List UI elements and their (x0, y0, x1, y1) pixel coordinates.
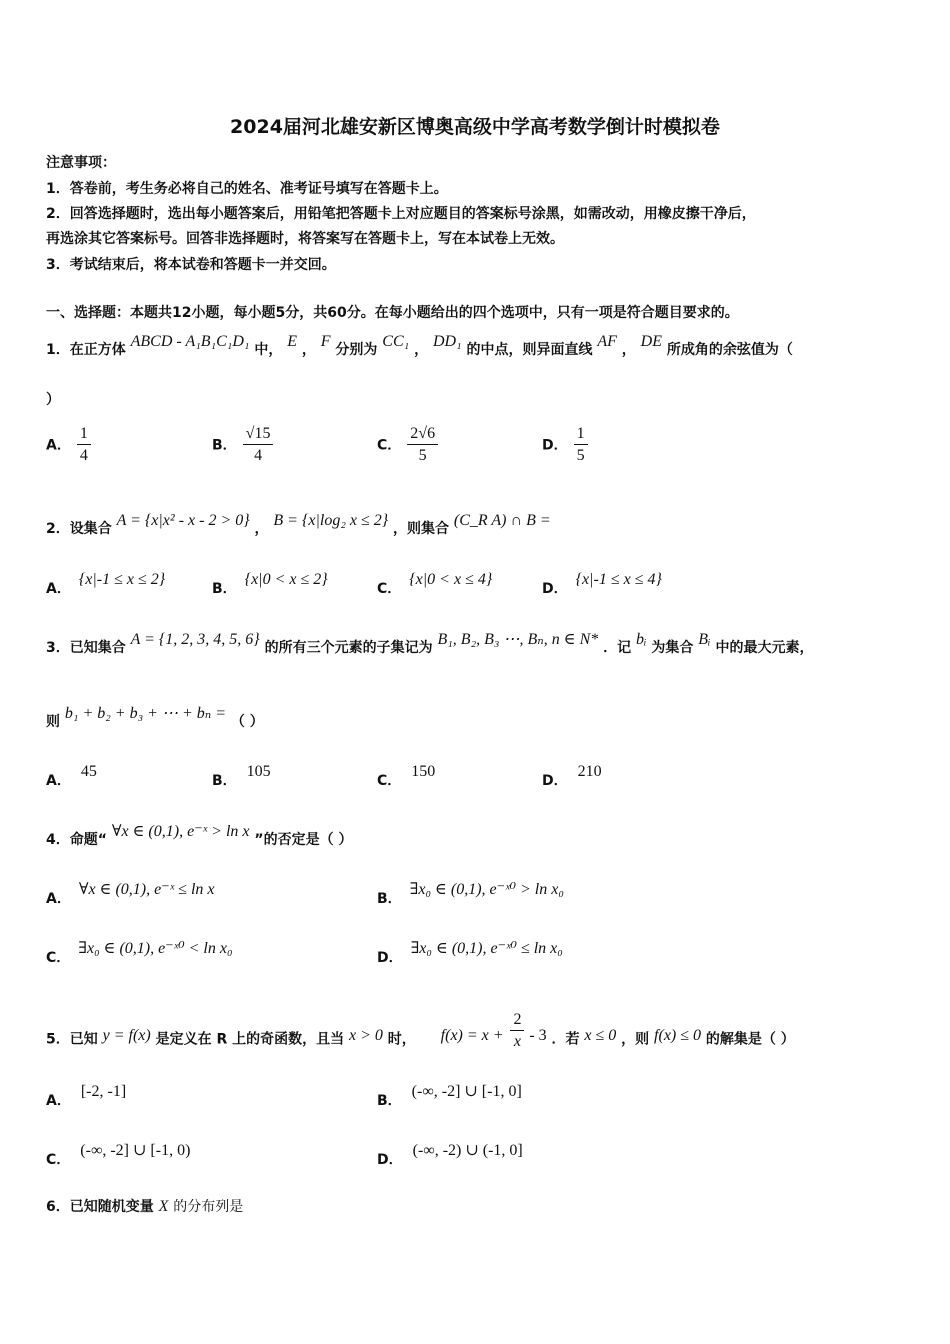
q2-option-a[interactable] (46, 571, 166, 598)
q5-text-2: 上的奇函数，且当 (232, 1031, 345, 1048)
option-value: ∃x₀ ∈ (0,1), e⁻ˣ⁰ > ln x₀ (409, 881, 564, 898)
q4-option-d[interactable] (377, 940, 563, 967)
option-label: B． (377, 891, 402, 907)
option-label: D． (542, 773, 568, 789)
option-label: C． (377, 581, 402, 597)
denominator: 4 (79, 447, 88, 464)
question-4 (46, 823, 353, 849)
option-label: B． (212, 773, 237, 789)
option-label: B． (212, 437, 237, 454)
option-value: ∀x ∈ (0,1), e⁻ˣ ≤ ln x (78, 881, 215, 898)
q2-expr: (C_R A) ∩ B = (453, 512, 551, 529)
q3-text-2: ．记 (603, 640, 632, 656)
q4-proposition: ∀x ∈ (0,1), e⁻ˣ > ln x (111, 823, 250, 840)
q2-set-a: A = {x|x² - x - 2 > 0} (116, 512, 250, 529)
q5-function: y = f(x) (102, 1026, 151, 1044)
option-value: {x|0 < x ≤ 2} (244, 571, 328, 588)
option-value: {x|-1 ≤ x ≤ 4} (575, 571, 662, 588)
q1-num: 1．在正方体 (46, 342, 126, 358)
option-value: 210 (577, 763, 602, 780)
denominator: x (513, 1033, 521, 1050)
option-label: C． (46, 1152, 71, 1168)
option-label: B． (212, 581, 237, 597)
option-label: A． (46, 437, 71, 454)
q5-condition-2: x ≤ 0 (584, 1026, 617, 1044)
q1-comma: ， (414, 342, 429, 358)
option-label: C． (377, 437, 402, 454)
q1-cube: ABCD - A₁B₁C₁D₁ (130, 333, 250, 350)
section-heading: 一、选择题：本题共12小题，每小题5分，共60分。在每小题给出的四个选项中，只有一项是符合题目要求的。 (46, 305, 739, 321)
q5-def-fraction (510, 1010, 524, 1053)
q1-option-b[interactable] (212, 424, 273, 467)
option-value: ∃x₀ ∈ (0,1), e⁻ˣ⁰ ≤ ln x₀ (410, 940, 563, 957)
q3-set-a: A = {1, 2, 3, 4, 5, 6} (130, 631, 260, 648)
q1-af: AF (597, 333, 617, 350)
option-value: (-∞, -2) ∪ (-1, 0] (412, 1142, 523, 1159)
option-value: (-∞, -2] ∪ [-1, 0) (80, 1142, 191, 1159)
numerator: 1 (77, 424, 91, 445)
q4-option-a[interactable] (46, 881, 215, 908)
q3-text-1: 的所有三个元素的子集记为 (264, 640, 433, 656)
q2-num: 2．设集合 (46, 521, 112, 537)
q3-option-a[interactable] (46, 763, 97, 790)
q3-text-3: 为集合 (651, 640, 694, 656)
q5-option-a[interactable] (46, 1083, 127, 1110)
notice-item-2-cont: 再选涂其它答案标号。回答非选择题时，将答案写在答题卡上，写在本试卷上无效。 (46, 231, 564, 247)
q5-option-b[interactable] (377, 1083, 522, 1110)
q6-text: 的分布列是 (173, 1199, 244, 1215)
q5-text-6: 的解集是（ ） (705, 1031, 795, 1048)
option-value: (-∞, -2] ∪ [-1, 0] (411, 1083, 522, 1100)
fraction (77, 424, 91, 467)
q2-option-b[interactable] (212, 571, 328, 598)
notice-item-1: 1．答卷前，考生务必将自己的姓名、准考证号填写在答题卡上。 (46, 181, 448, 197)
question-3 (46, 631, 814, 657)
q1-text-4: 所成角的余弦值为（ (666, 342, 793, 358)
option-label: C． (46, 950, 71, 966)
q4-text: ”的否定是（ ） (254, 832, 353, 848)
q1-option-c[interactable] (377, 424, 438, 467)
q3-sum: b₁ + b₂ + b₃ + ⋯ + bₙ = (64, 705, 227, 722)
question-2 (46, 512, 551, 538)
denominator: 4 (254, 447, 263, 464)
q5-def-left: f(x) = x + (440, 1026, 504, 1044)
q3-set-bi: Bᵢ (698, 631, 711, 648)
question-3-cont (46, 705, 264, 731)
option-label: D． (542, 437, 568, 454)
option-value: 105 (246, 763, 271, 780)
q4-num: 4．命题“ (46, 832, 107, 848)
q4-option-c[interactable] (46, 940, 233, 967)
q1-de: DE (640, 333, 662, 350)
notice-item-3: 3．考试结束后，将本试卷和答题卡一并交回。 (46, 257, 336, 273)
q1-text-3: 的中点，则异面直线 (466, 342, 593, 358)
q5-option-c[interactable] (46, 1142, 191, 1169)
option-label: B． (377, 1093, 402, 1109)
q3-num: 3．已知集合 (46, 640, 126, 656)
q3-bi: bᵢ (635, 631, 647, 648)
option-label: A． (46, 891, 71, 907)
denominator: 5 (418, 447, 427, 464)
q1-cc1: CC₁ (382, 333, 410, 350)
notice-heading: 注意事项： (46, 155, 116, 171)
q5-condition: x > 0 (349, 1026, 383, 1044)
numerator: 1 (574, 424, 588, 445)
q5-text-5: ，则 (621, 1031, 650, 1048)
option-label: D． (542, 581, 568, 597)
notice-item-2: 2．回答选择题时，选出每小题答案后，用铅笔把答题卡上对应题目的答案标号涂黑，如需改动，用橡皮擦干净后， (46, 206, 756, 222)
option-value: {x|-1 ≤ x ≤ 2} (78, 571, 166, 588)
option-value: [-2, -1] (80, 1083, 127, 1100)
question-5 (46, 1011, 795, 1061)
q1-option-d[interactable] (542, 424, 588, 467)
q3-then: 则 (46, 714, 60, 730)
option-label: A． (46, 1093, 71, 1109)
q5-text-3: 时， (387, 1031, 416, 1048)
q3-option-b[interactable] (212, 763, 271, 790)
question-1 (46, 333, 793, 359)
q5-inequality: f(x) ≤ 0 (654, 1026, 702, 1044)
q1-point-e: E (287, 333, 297, 350)
option-value: {x|0 < x ≤ 4} (409, 571, 493, 588)
q1-sep: ， (301, 342, 316, 358)
q1-comma-2: ， (621, 342, 636, 358)
q4-option-b[interactable] (377, 881, 564, 908)
q1-text-1: 中， (254, 342, 283, 358)
q2-option-c[interactable] (377, 571, 493, 598)
option-value: ∃x₀ ∈ (0,1), e⁻ˣ⁰ < ln x₀ (78, 940, 233, 957)
q2-text: ，则集合 (393, 521, 450, 537)
q3-subsets: B₁, B₂, B₃ ⋯, Bₙ, n ∈ N* (437, 631, 599, 648)
question-6 (46, 1196, 243, 1216)
fraction (407, 424, 438, 467)
q3-option-c[interactable] (377, 763, 436, 790)
q1-close-paren: ） (46, 392, 60, 408)
option-value: 45 (80, 763, 97, 780)
q6-num: 6．已知随机变量 (46, 1199, 154, 1215)
option-label: D． (377, 1152, 403, 1168)
numerator: √15 (243, 424, 274, 445)
q5-def-right: - 3 (529, 1026, 547, 1044)
fraction (574, 424, 588, 467)
q5-real-set: R (216, 1031, 228, 1048)
q6-variable: X (158, 1198, 169, 1215)
q2-comma: ， (254, 521, 269, 537)
option-label: D． (377, 950, 403, 966)
q1-option-a[interactable] (46, 424, 91, 467)
q2-option-d[interactable] (542, 571, 662, 598)
q5-text-1: 是定义在 (155, 1031, 212, 1048)
q2-set-b: B = {x|log₂ x ≤ 2} (273, 512, 389, 529)
option-label: A． (46, 581, 71, 597)
page-title: 2024届河北雄安新区博奥高级中学高考数学倒计时模拟卷 (230, 116, 720, 138)
numerator: 2 (510, 1010, 524, 1031)
q1-dd1: DD₁ (432, 333, 462, 350)
q3-text-4: 中的最大元素， (715, 640, 814, 656)
option-label: C． (377, 773, 402, 789)
q5-num: 5．已知 (46, 1031, 98, 1048)
fraction (243, 424, 274, 467)
numerator: 2√6 (407, 424, 438, 445)
option-label: A． (46, 773, 71, 789)
q5-option-d[interactable] (377, 1142, 523, 1169)
q5-text-4: ．若 (551, 1031, 580, 1048)
q1-point-f: F (320, 333, 331, 350)
option-value: 150 (411, 763, 436, 780)
denominator: 5 (576, 447, 585, 464)
q3-paren: （ ） (230, 714, 264, 730)
q1-text-2: 分别为 (335, 342, 378, 358)
q3-option-d[interactable] (542, 763, 602, 790)
